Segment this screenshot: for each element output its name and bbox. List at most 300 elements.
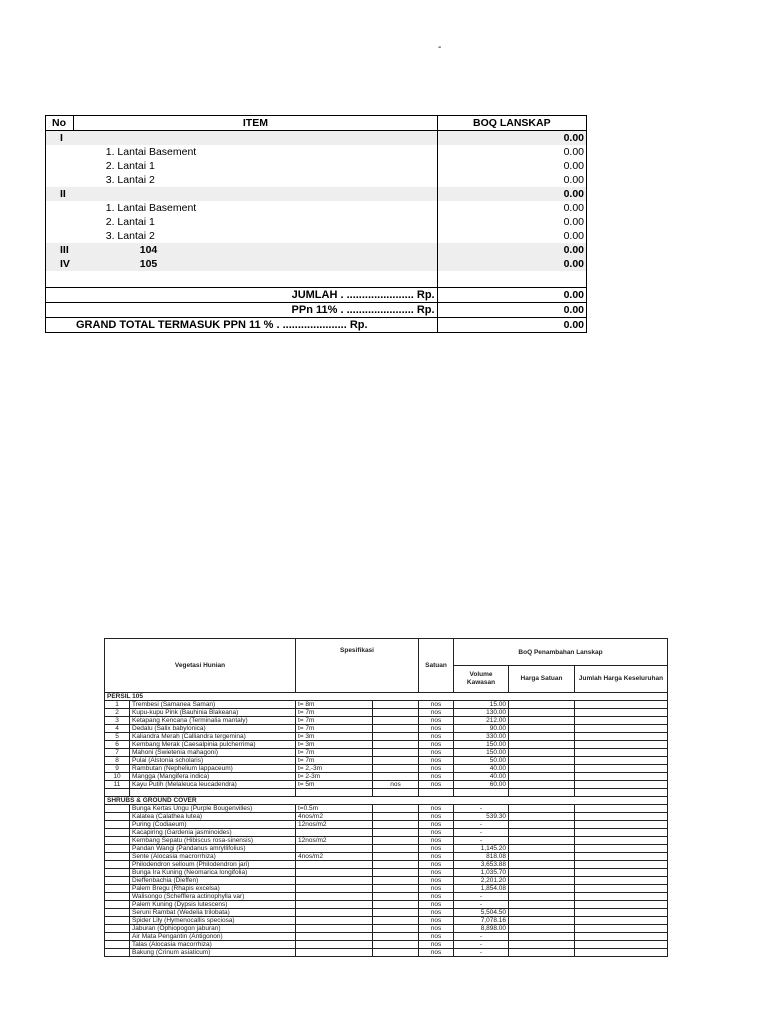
- plant-unit: nos: [419, 893, 454, 901]
- plant-spec: t= 3m: [296, 741, 373, 749]
- plant-unit-price: [509, 813, 575, 821]
- spacer-cell: [437, 271, 586, 288]
- plant-name: Jaburan (Ophiopogon jaburan): [130, 925, 296, 933]
- plant-row: [105, 765, 668, 773]
- plant-spec: [296, 925, 373, 933]
- plant-spec-extra: [373, 901, 419, 909]
- plant-total-price: [575, 725, 668, 733]
- plant-spec-extra: [373, 845, 419, 853]
- plant-unit-price: [509, 877, 575, 885]
- plant-total-price: [575, 845, 668, 853]
- header-satuan: Satuan: [419, 639, 454, 693]
- plant-name: Kalatea (Calathea lutea): [130, 813, 296, 821]
- plant-volume: 150.00: [454, 749, 509, 757]
- plant-total-price: [575, 877, 668, 885]
- boq-row: [46, 159, 587, 173]
- plant-spec: t= 7m: [296, 749, 373, 757]
- plant-row: [105, 733, 668, 741]
- plant-no: [105, 893, 130, 901]
- plant-spec-extra: [373, 933, 419, 941]
- plant-row: [105, 909, 668, 917]
- plant-spec-extra: [373, 837, 419, 845]
- plant-total-price: [575, 885, 668, 893]
- plant-spec-extra: [373, 725, 419, 733]
- plant-unit: nos: [419, 933, 454, 941]
- plant-volume: 1,854.08: [454, 885, 509, 893]
- plant-name: Mangga (Mangifera indica): [130, 773, 296, 781]
- header-no: No: [46, 116, 74, 131]
- boq-row: [46, 187, 587, 201]
- plant-unit: nos: [419, 765, 454, 773]
- plant-unit-price: [509, 709, 575, 717]
- row-no: III: [46, 243, 74, 257]
- plant-row: [105, 845, 668, 853]
- plant-name: Bakung (Crinum asiaticum): [130, 949, 296, 957]
- header-harga-satuan: Harga Satuan: [509, 666, 575, 693]
- plant-spec: t= 7m: [296, 709, 373, 717]
- plant-unit: nos: [419, 901, 454, 909]
- plant-no: [105, 853, 130, 861]
- row-value: 0.00: [437, 159, 586, 173]
- plant-volume: 2,201.20: [454, 877, 509, 885]
- plant-row: [105, 749, 668, 757]
- row-item: 3. Lantai 2: [105, 230, 155, 242]
- plant-spec-extra: [373, 917, 419, 925]
- boq-row: [46, 131, 587, 146]
- plant-name: Mahoni (Swietenia mahagoni): [130, 749, 296, 757]
- plant-unit-price: [509, 949, 575, 957]
- plant-spec: [296, 909, 373, 917]
- plant-unit: nos: [419, 885, 454, 893]
- plant-name: Puring (Codiaeum): [130, 821, 296, 829]
- plant-spec-extra: [373, 877, 419, 885]
- plant-row: [105, 709, 668, 717]
- row-item: 3. Lantai 2: [105, 174, 155, 186]
- plant-name: Bunga Kertas Ungu (Purple Bougenvilles): [130, 805, 296, 813]
- plant-no: [105, 877, 130, 885]
- boq-row: [46, 145, 587, 159]
- plant-unit: nos: [419, 869, 454, 877]
- plant-spec: t= 8m: [296, 701, 373, 709]
- plant-total-price: [575, 757, 668, 765]
- header-boq: BOQ LANSKAP: [437, 116, 586, 131]
- row-no: [46, 145, 74, 159]
- header-spesifikasi: Spesifikasi: [296, 639, 419, 693]
- row-item: 2. Lantai 1: [105, 216, 155, 228]
- plant-spec: t= 3m: [296, 733, 373, 741]
- plant-spec: 4nos/m2: [296, 813, 373, 821]
- row-no: I: [46, 131, 74, 146]
- plant-spec: t= 7m: [296, 717, 373, 725]
- row-no: IV: [46, 257, 74, 271]
- plant-spec: t=0.5m: [296, 805, 373, 813]
- plant-no: [105, 917, 130, 925]
- jumlah-row: [46, 288, 587, 303]
- plant-no: [105, 861, 130, 869]
- header-item: ITEM: [74, 116, 437, 131]
- plant-name: Kembang Merak (Caesalpinia pulcherrima): [130, 741, 296, 749]
- plant-name: Walisongo (Schefflera actinophylla var): [130, 893, 296, 901]
- blank-cell: [105, 789, 130, 797]
- plant-unit-price: [509, 717, 575, 725]
- section-title: SHRUBS & GROUND COVER: [105, 797, 668, 805]
- plant-unit-price: [509, 725, 575, 733]
- plant-spec-extra: [373, 757, 419, 765]
- plant-volume: 40.00: [454, 773, 509, 781]
- row-value: 0.00: [437, 215, 586, 229]
- plant-name: Spider Lily (Hymenocallis speciosa): [130, 917, 296, 925]
- plant-spec: [296, 877, 373, 885]
- plant-unit: nos: [419, 741, 454, 749]
- plant-row: [105, 901, 668, 909]
- grand-total-row: [46, 318, 587, 333]
- plant-unit-price: [509, 925, 575, 933]
- plant-spec-extra: [373, 885, 419, 893]
- plant-unit-price: [509, 701, 575, 709]
- plant-total-price: [575, 805, 668, 813]
- plant-no: 9: [105, 765, 130, 773]
- row-no: [46, 215, 74, 229]
- row-value: 0.00: [437, 243, 586, 257]
- plant-volume: -: [454, 949, 509, 957]
- plant-unit: nos: [419, 837, 454, 845]
- plant-unit-price: [509, 901, 575, 909]
- plant-unit-price: [509, 885, 575, 893]
- plant-unit-price: [509, 821, 575, 829]
- plant-no: [105, 845, 130, 853]
- plant-row: [105, 917, 668, 925]
- plant-total-price: [575, 861, 668, 869]
- plant-unit-price: [509, 749, 575, 757]
- plant-spec: [296, 949, 373, 957]
- header-boq-penambahan: BoQ Penambahan Lanskap: [454, 639, 668, 666]
- plant-row: [105, 701, 668, 709]
- plant-row: [105, 781, 668, 789]
- plant-name: Dieffenbachia (Dieffen): [130, 877, 296, 885]
- plant-no: [105, 925, 130, 933]
- plant-name: Kacapiring (Gardenia jasminoides): [130, 829, 296, 837]
- blank-cell: [130, 789, 296, 797]
- row-value: 0.00: [437, 187, 586, 201]
- plant-spec-extra: [373, 805, 419, 813]
- plant-total-price: [575, 909, 668, 917]
- plant-total-price: [575, 709, 668, 717]
- plant-unit: nos: [419, 757, 454, 765]
- plant-volume: -: [454, 941, 509, 949]
- plant-unit: nos: [419, 829, 454, 837]
- plant-name: Philodendron selloum (Philodendron jari): [130, 861, 296, 869]
- plant-spec-extra: [373, 765, 419, 773]
- plant-row: [105, 877, 668, 885]
- plant-unit: nos: [419, 877, 454, 885]
- row-item: [74, 187, 437, 201]
- plant-spec: 4nos/m2: [296, 853, 373, 861]
- plant-unit: nos: [419, 861, 454, 869]
- row-item: 104: [74, 243, 437, 257]
- plant-spec-extra: [373, 869, 419, 877]
- plant-no: [105, 829, 130, 837]
- plant-volume: 90.00: [454, 725, 509, 733]
- plant-no: 4: [105, 725, 130, 733]
- section-row: [105, 797, 668, 805]
- plant-unit-price: [509, 917, 575, 925]
- row-no: [46, 201, 74, 215]
- grand-total-row-value: 0.00: [437, 318, 586, 333]
- plant-unit: nos: [419, 949, 454, 957]
- plant-no: 7: [105, 749, 130, 757]
- plant-unit-price: [509, 853, 575, 861]
- plant-unit: nos: [419, 845, 454, 853]
- plant-no: [105, 813, 130, 821]
- plant-total-price: [575, 893, 668, 901]
- ppn-row-label: PPn 11% . ...................... Rp.: [46, 303, 438, 318]
- plant-volume: 8,898.00: [454, 925, 509, 933]
- plant-spec: 12nos/m2: [296, 837, 373, 845]
- vegetation-boq-table: [104, 638, 668, 957]
- plant-spec-extra: [373, 717, 419, 725]
- plant-spec: t= 7m: [296, 725, 373, 733]
- plant-no: [105, 949, 130, 957]
- plant-volume: 1,145.20: [454, 845, 509, 853]
- plant-spec-extra: [373, 941, 419, 949]
- plant-spec-extra: [373, 701, 419, 709]
- plant-volume: 7,078.16: [454, 917, 509, 925]
- plant-spec-extra: [373, 949, 419, 957]
- plant-spec: [296, 901, 373, 909]
- row-value: 0.00: [437, 229, 586, 243]
- plant-spec: [296, 885, 373, 893]
- plant-spec: [296, 917, 373, 925]
- plant-name: Kaliandra Merah (Calliandra tergemina): [130, 733, 296, 741]
- plant-unit-price: [509, 941, 575, 949]
- plant-total-price: [575, 765, 668, 773]
- plant-total-price: [575, 717, 668, 725]
- plant-total-price: [575, 829, 668, 837]
- plant-volume: -: [454, 933, 509, 941]
- plant-total-price: [575, 701, 668, 709]
- plant-unit: nos: [419, 709, 454, 717]
- plant-no: 6: [105, 741, 130, 749]
- plant-row: [105, 853, 668, 861]
- plant-total-price: [575, 821, 668, 829]
- plant-unit: nos: [419, 821, 454, 829]
- plant-volume: -: [454, 901, 509, 909]
- plant-spec-extra: [373, 893, 419, 901]
- plant-unit: nos: [419, 909, 454, 917]
- blank-cell: [419, 789, 454, 797]
- plant-row: [105, 885, 668, 893]
- plant-spec: t= 2,-3m: [296, 765, 373, 773]
- plant-total-price: [575, 933, 668, 941]
- plant-unit-price: [509, 741, 575, 749]
- plant-name: Ketapang Kencana (Terminalia mantaly): [130, 717, 296, 725]
- blank-cell: [296, 789, 373, 797]
- plant-no: 11: [105, 781, 130, 789]
- plant-volume: -: [454, 805, 509, 813]
- plant-volume: -: [454, 829, 509, 837]
- plant-spec-extra: [373, 813, 419, 821]
- plant-unit-price: [509, 765, 575, 773]
- plant-unit-price: [509, 869, 575, 877]
- plant-spec: [296, 941, 373, 949]
- plant-spec: t= 2-3m: [296, 773, 373, 781]
- plant-name: Bunga Ira Kuning (Neomarica longifolia): [130, 869, 296, 877]
- plant-volume: 60.00: [454, 781, 509, 789]
- plant-total-price: [575, 749, 668, 757]
- plant-spec: [296, 869, 373, 877]
- plant-volume: 539.30: [454, 813, 509, 821]
- plant-name: Pandan Wangi (Pandanus amryllifolius): [130, 845, 296, 853]
- top-mark: -: [438, 42, 442, 53]
- plant-unit-price: [509, 861, 575, 869]
- plant-volume: 40.00: [454, 765, 509, 773]
- plant-row: [105, 861, 668, 869]
- plant-volume: 3,653.88: [454, 861, 509, 869]
- plant-row: [105, 741, 668, 749]
- jumlah-row-label: JUMLAH . ...................... Rp.: [46, 288, 438, 303]
- blank-cell: [509, 789, 575, 797]
- plant-row: [105, 893, 668, 901]
- plant-row: [105, 725, 668, 733]
- plant-name: Rambutan (Nephelium lappaceum): [130, 765, 296, 773]
- plant-spec-extra: [373, 773, 419, 781]
- plant-total-price: [575, 925, 668, 933]
- row-item: 1. Lantai Basement: [105, 146, 197, 158]
- plant-spec-extra: nos: [373, 781, 419, 789]
- spacer-row: [46, 271, 587, 288]
- plant-volume: 1,035.70: [454, 869, 509, 877]
- blank-cell: [575, 789, 668, 797]
- plant-unit-price: [509, 893, 575, 901]
- plant-total-price: [575, 781, 668, 789]
- plant-spec-extra: [373, 925, 419, 933]
- plant-volume: 130.00: [454, 709, 509, 717]
- plant-name: Air Mata Pengantin (Antigonon): [130, 933, 296, 941]
- plant-unit: nos: [419, 805, 454, 813]
- plant-no: 3: [105, 717, 130, 725]
- plant-no: [105, 869, 130, 877]
- plant-row: [105, 757, 668, 765]
- boq-row: [46, 215, 587, 229]
- plant-spec: [296, 845, 373, 853]
- plant-total-price: [575, 853, 668, 861]
- plant-no: [105, 909, 130, 917]
- plant-unit-price: [509, 773, 575, 781]
- plant-total-price: [575, 869, 668, 877]
- plant-no: 1: [105, 701, 130, 709]
- plant-unit: nos: [419, 925, 454, 933]
- plant-spec-extra: [373, 749, 419, 757]
- plant-volume: 818.08: [454, 853, 509, 861]
- plant-unit-price: [509, 805, 575, 813]
- header-jumlah-harga: Jumlah Harga Keseluruhan: [575, 666, 668, 693]
- plant-row: [105, 829, 668, 837]
- plant-name: Kayu Putih (Melaleuca leucadendra): [130, 781, 296, 789]
- plant-spec-extra: [373, 909, 419, 917]
- row-no: [46, 159, 74, 173]
- row-no: [46, 229, 74, 243]
- plant-spec-extra: [373, 853, 419, 861]
- plant-unit-price: [509, 845, 575, 853]
- plant-name: Dedalu (Salix babylonica): [130, 725, 296, 733]
- plant-volume: -: [454, 893, 509, 901]
- ppn-row: [46, 303, 587, 318]
- ppn-row-value: 0.00: [437, 303, 586, 318]
- plant-unit-price: [509, 757, 575, 765]
- row-no: [46, 173, 74, 187]
- plant-row: [105, 717, 668, 725]
- plant-name: Talas (Alocasia macorrhiza): [130, 941, 296, 949]
- plant-volume: 15.00: [454, 701, 509, 709]
- header-volume: Volume Kawasan: [454, 666, 509, 693]
- plant-no: [105, 885, 130, 893]
- plant-spec-extra: [373, 741, 419, 749]
- boq-row: [46, 201, 587, 215]
- row-item: 1. Lantai Basement: [105, 202, 197, 214]
- plant-unit-price: [509, 733, 575, 741]
- plant-volume: 330.00: [454, 733, 509, 741]
- plant-row: [105, 813, 668, 821]
- plant-total-price: [575, 741, 668, 749]
- plant-name: Kembang Sepatu (Hibiscus rosa-sinensis): [130, 837, 296, 845]
- row-value: 0.00: [437, 257, 586, 271]
- plant-volume: 212.00: [454, 717, 509, 725]
- plant-volume: 150.00: [454, 741, 509, 749]
- plant-spec: [296, 829, 373, 837]
- plant-row: [105, 773, 668, 781]
- plant-spec-extra: [373, 709, 419, 717]
- plant-row: [105, 949, 668, 957]
- plant-no: 8: [105, 757, 130, 765]
- plant-no: [105, 933, 130, 941]
- plant-unit: nos: [419, 941, 454, 949]
- plant-unit: nos: [419, 781, 454, 789]
- plant-spec: t= 5m: [296, 781, 373, 789]
- plant-volume: 50.00: [454, 757, 509, 765]
- plant-name: Palem Kuning (Dypsis lutescens): [130, 901, 296, 909]
- plant-spec: [296, 893, 373, 901]
- plant-row: [105, 837, 668, 845]
- plant-unit-price: [509, 933, 575, 941]
- boq-summary-table: [45, 115, 587, 333]
- plant-unit-price: [509, 837, 575, 845]
- blank-cell: [373, 789, 419, 797]
- row-item: 105: [74, 257, 437, 271]
- header-vegetasi: Vegetasi Hunian: [105, 639, 296, 693]
- plant-spec: 12nos/m2: [296, 821, 373, 829]
- plant-name: Trembesi (Samanea Saman): [130, 701, 296, 709]
- plant-spec-extra: [373, 821, 419, 829]
- plant-row: [105, 925, 668, 933]
- section-row: [105, 693, 668, 701]
- blank-row: [105, 789, 668, 797]
- plant-no: [105, 805, 130, 813]
- plant-spec: t= 7m: [296, 757, 373, 765]
- plant-row: [105, 933, 668, 941]
- plant-spec-extra: [373, 861, 419, 869]
- plant-row: [105, 941, 668, 949]
- plant-total-price: [575, 901, 668, 909]
- plant-unit: nos: [419, 813, 454, 821]
- section-title: PERSIL 105: [105, 693, 668, 701]
- boq-row: [46, 173, 587, 187]
- plant-total-price: [575, 917, 668, 925]
- plant-total-price: [575, 949, 668, 957]
- plant-volume: -: [454, 837, 509, 845]
- plant-volume: 5,504.50: [454, 909, 509, 917]
- plant-name: Pulai (Alstonia scholaris): [130, 757, 296, 765]
- plant-name: Kupu-kupu Pink (Bauhinia Blakeana): [130, 709, 296, 717]
